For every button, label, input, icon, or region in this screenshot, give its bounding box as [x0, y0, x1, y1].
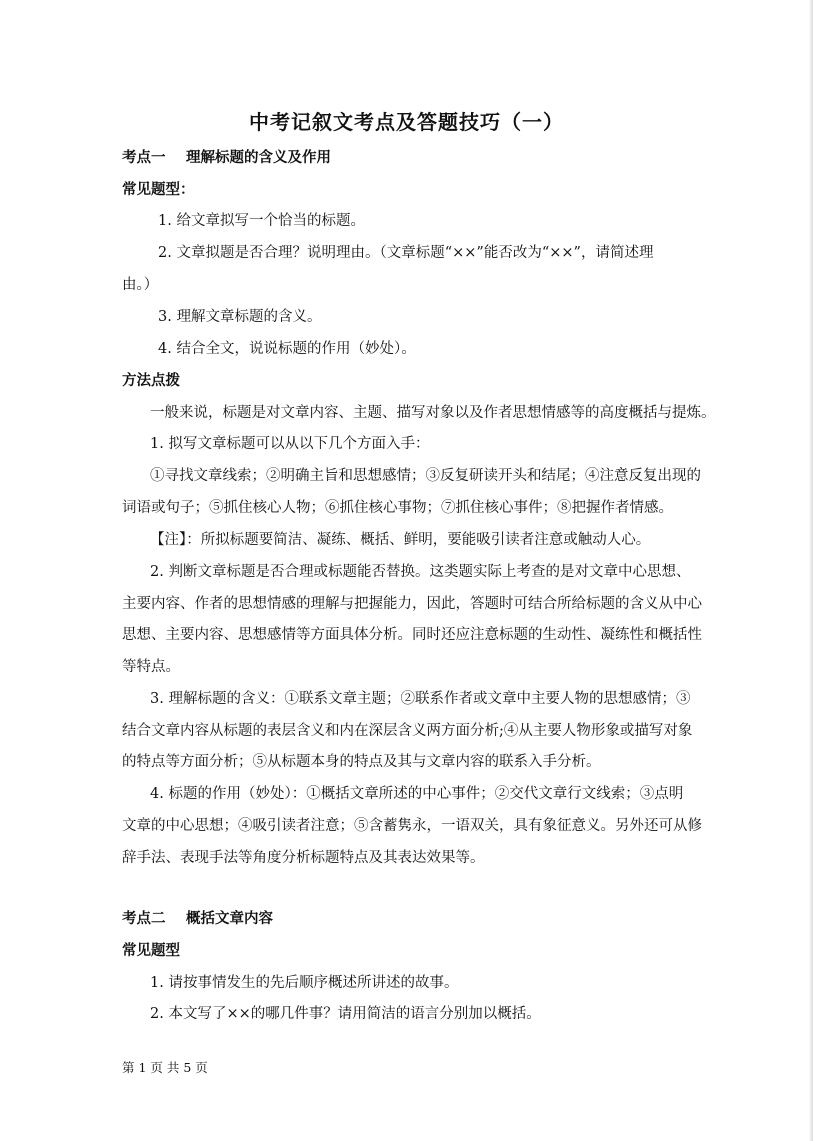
page-edge-shadow: [809, 0, 813, 1141]
question-item: 3. 理解文章标题的含义。: [158, 309, 322, 325]
subheading-question-types: 常见题型: [122, 943, 180, 959]
method-paragraph: 的特点等方面分析；⑤从标题本身的特点及其与文章内容的联系入手分析。: [122, 754, 601, 770]
section-title: 理解标题的含义及作用: [186, 150, 331, 166]
question-item: 4. 结合全文，说说标题的作用（妙处）。: [158, 341, 416, 357]
method-paragraph: 4. 标题的作用（妙处）：①概括文章所述的中心事件；②交代文章行文线索；③点明: [150, 786, 684, 802]
question-item: 1. 给文章拟写一个恰当的标题。: [158, 213, 365, 229]
page-title: 中考记叙文考点及答题技巧（一）: [249, 110, 564, 134]
method-paragraph: 文章的中心思想；④吸引读者注意；⑤含蓄隽永，一语双关，具有象征意义。另外还可从修: [122, 818, 702, 834]
method-paragraph: 3. 理解标题的含义：①联系文章主题；②联系作者或文章中主要人物的思想感情；③: [150, 691, 691, 707]
section-label: 考点一: [122, 150, 166, 166]
section-title: 概括文章内容: [186, 911, 273, 927]
method-paragraph: 思想、主要内容、思想感情等方面具体分析。同时还应注意标题的生动性、凝练性和概括性: [122, 627, 702, 643]
subheading-question-types: 常见题型：: [122, 182, 195, 198]
question-item: 2. 本文写了××的哪几件事？请用简洁的语言分别加以概括。: [150, 1006, 541, 1022]
section-heading: [122, 148, 331, 168]
question-item: 2. 文章拟题是否合理？说明理由。（文章标题“××”能否改为“××”，请简述理: [158, 245, 654, 261]
method-paragraph: 等特点。: [122, 659, 180, 675]
question-item-continuation: 由。）: [122, 277, 159, 293]
section-heading: [122, 909, 273, 929]
method-paragraph: ①寻找文章线索；②明确主旨和思想感情；③反复研读开头和结尾；④注意反复出现的: [150, 468, 701, 484]
method-note: 【注】：所拟标题要简洁、凝练、概括、鲜明，要能吸引读者注意或触动人心。: [150, 532, 651, 548]
page-footer: 第 1 页 共 5 页: [122, 1060, 208, 1075]
subheading-method: 方法点拨: [122, 373, 180, 389]
method-paragraph: 2. 判断文章标题是否合理或标题能否替换。这类题实际上考查的是对文章中心思想、: [150, 564, 691, 580]
question-item: 1. 请按事情发生的先后顺序概述所讲述的故事。: [150, 975, 459, 991]
method-paragraph: 结合文章内容从标题的表层含义和内在深层含义两方面分析;④从主要人物形象或描写对象: [122, 723, 693, 739]
section-label: 考点二: [122, 911, 166, 927]
method-paragraph: 1. 拟写文章标题可以从以下几个方面入手：: [150, 436, 430, 452]
method-paragraph: 词语或句子；⑤抓住核心人物；⑥抓住核心事物；⑦抓住核心事件；⑧把握作者情感。: [122, 500, 673, 516]
method-paragraph: 一般来说，标题是对文章内容、主题、描写对象以及作者思想情感等的高度概括与提炼。: [150, 405, 716, 421]
method-paragraph: 主要内容、作者的思想情感的理解与把握能力，因此，答题时可结合所给标题的含义从中心: [122, 596, 702, 612]
method-paragraph: 辞手法、表现手法等角度分析标题特点及其表达效果等。: [122, 850, 485, 866]
